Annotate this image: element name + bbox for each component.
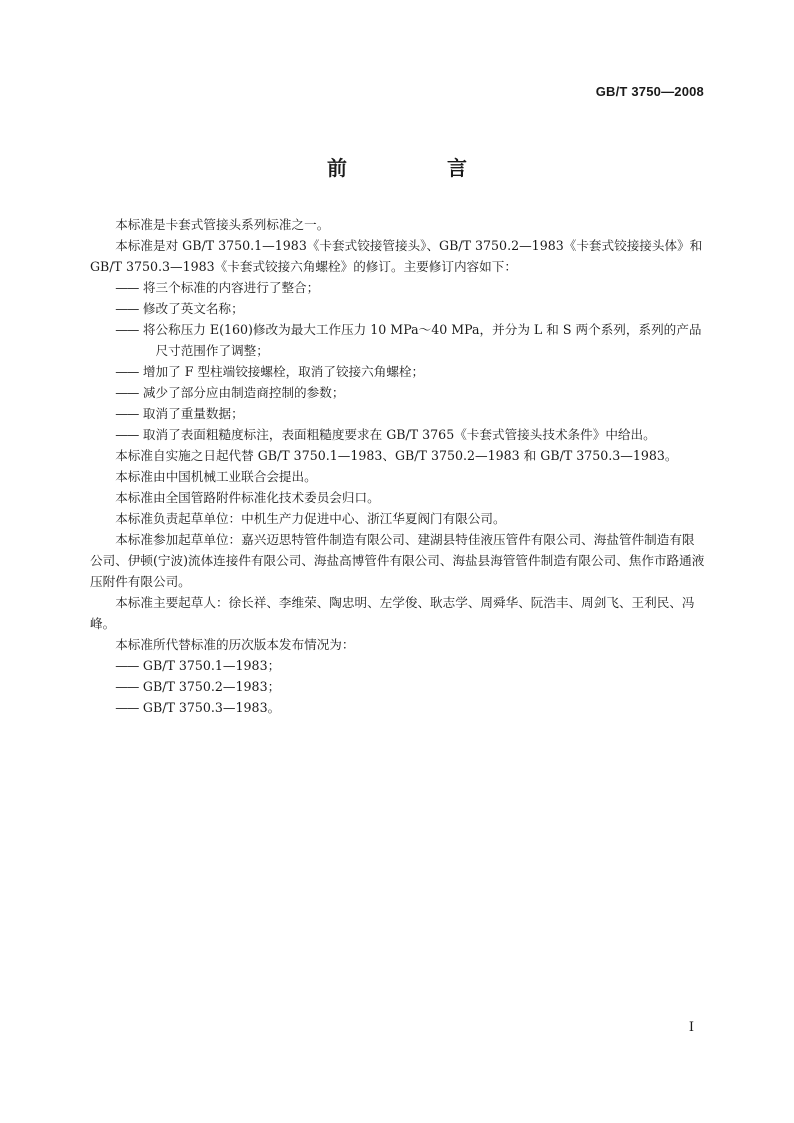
revision-item-text: 取消了重量数据； [142, 406, 244, 421]
revision-item [115, 382, 706, 403]
dash-marker: —— [115, 301, 139, 316]
history-item-text: GB/T 3750.3—1983。 [142, 700, 281, 715]
revision-item-text: 取消了表面粗糙度标注，表面粗糙度要求在 GB/T 3765《卡套式管接头技术条件》中给出。 [142, 427, 656, 442]
dash-marker: —— [115, 385, 139, 400]
revision-item [115, 277, 706, 298]
paragraph: 本标准参加起草单位：嘉兴迈思特管件制造有限公司、建湖县特佳液压管件有限公司、海盐管件制造有限公司、伊顿(宁波)流体连接件有限公司、海盐高博管件有限公司、海盐县海管管件制造有限公司、焦作市路通液压附件有限公司。 [90, 532, 705, 589]
standard-code: GB/T 3750—2008 [595, 84, 704, 99]
document-body [90, 214, 706, 718]
dash-marker: —— [115, 364, 139, 379]
revision-item [115, 319, 706, 361]
dash-marker: —— [115, 658, 139, 673]
history-item [115, 676, 706, 697]
paragraph: 本标准是对 GB/T 3750.1—1983《卡套式铰接管接头》、GB/T 3750.2—1983《卡套式铰接接头体》和 GB/T 3750.3—1983《卡套式铰接六角螺栓》的修订。主要修订内容如下： [90, 238, 703, 274]
history-item [115, 655, 706, 676]
paragraph: 本标准负责起草单位：中机生产力促进中心、浙江华夏阀门有限公司。 [115, 511, 506, 526]
history-item-text: GB/T 3750.2—1983； [142, 679, 281, 694]
paragraph: 本标准自实施之日起代替 GB/T 3750.1—1983、GB/T 3750.2—1983 和 GB/T 3750.3—1983。 [115, 448, 678, 463]
paragraph: 本标准所代替标准的历次版本发布情况为： [115, 637, 355, 652]
revision-item [115, 361, 706, 382]
revision-item [115, 403, 706, 424]
revision-item-text: 减少了部分应由制造商控制的参数； [142, 385, 345, 400]
dash-marker: —— [115, 700, 139, 715]
revision-item [115, 424, 706, 445]
dash-marker: —— [115, 427, 139, 442]
revision-item [115, 298, 706, 319]
revision-item-text: 将公称压力 E(160)修改为最大工作压力 10 MPa～40 MPa，并分为 L 和 S 两个系列，系列的产品尺寸范围作了调整； [142, 322, 702, 358]
dash-marker: —— [115, 280, 139, 295]
paragraph: 本标准由中国机械工业联合会提出。 [115, 469, 317, 484]
history-item [115, 697, 706, 718]
dash-marker: —— [115, 406, 139, 421]
page-title: 前 言 [327, 156, 507, 180]
dash-marker: —— [115, 679, 139, 694]
dash-marker: —— [115, 322, 139, 337]
paragraph: 本标准是卡套式管接头系列标准之一。 [115, 217, 330, 232]
revision-item-text: 将三个标准的内容进行了整合； [142, 280, 320, 295]
paragraph: 本标准由全国管路附件标准化技术委员会归口。 [115, 490, 380, 505]
paragraph: 本标准主要起草人：徐长祥、李维荣、陶忠明、左学俊、耿志学、周舜华、阮浩丰、周剑飞、王利民、冯峰。 [90, 595, 695, 631]
history-item-text: GB/T 3750.1—1983； [142, 658, 281, 673]
page-number: I [688, 1020, 694, 1035]
revision-item-text: 增加了 F 型柱端铰接螺栓，取消了铰接六角螺栓； [142, 364, 425, 379]
revision-item-text: 修改了英文名称； [142, 301, 244, 316]
